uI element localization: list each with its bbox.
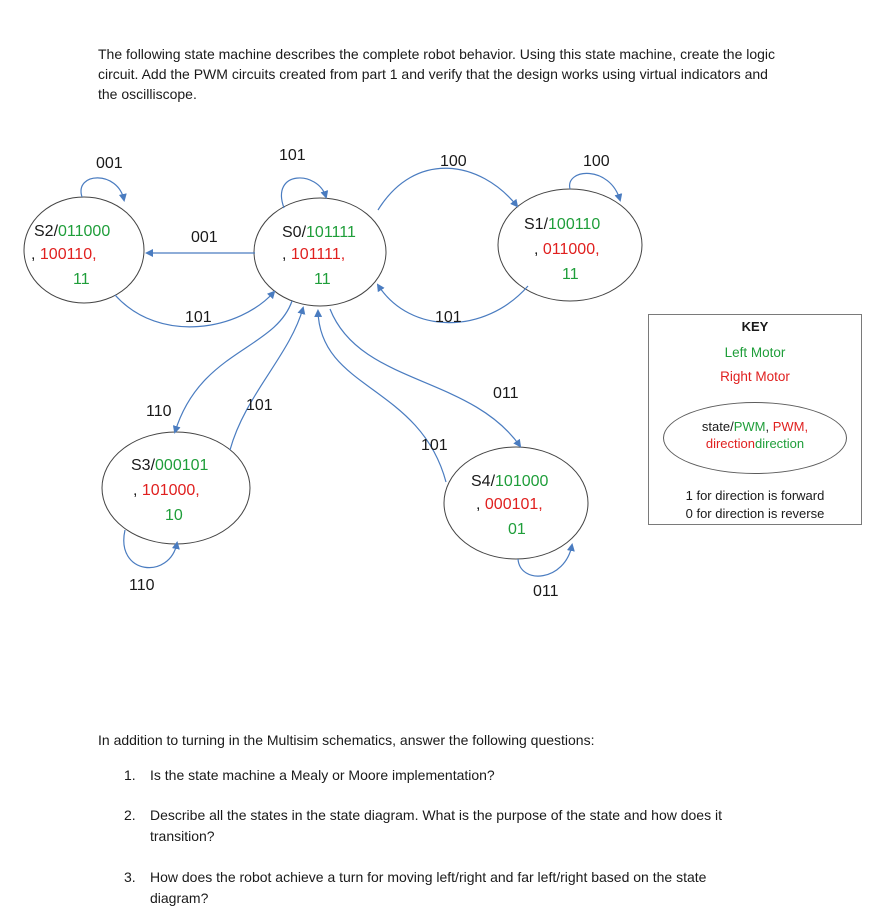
key-oval-pwm-right: PWM, [772,419,809,434]
svg-text:, 011000,: , 011000, [534,241,600,258]
key-oval-pwm-left: PWM [733,419,766,434]
question-number: 2. [124,807,136,823]
key-right-motor: Right Motor [720,369,790,384]
question-number: 1. [124,767,136,783]
svg-text:11: 11 [562,266,579,283]
svg-text:, 100110,: , 100110, [31,246,97,263]
key-oval-state: state/ [701,419,734,434]
label-s0-to-s1: 100 [440,153,467,170]
key-note-reverse: 0 for direction is reverse [685,506,825,521]
questions-intro: In addition to turning in the Multisim schematics, answer the following questions: [98,732,595,748]
label-s0-self: 101 [279,147,306,164]
label-s2-to-s0: 101 [185,309,212,326]
key-oval: state/PWM, PWM, directiondirection [663,402,847,474]
svg-text:, 101111,: , 101111, [282,246,346,263]
svg-text:S1/100110: S1/100110 [524,216,601,233]
arrow-s3-to-s0 [230,308,303,450]
label-s1-to-s0: 101 [435,309,462,326]
label-s4-self: 011 [533,583,559,600]
question-text: How does the robot achieve a turn for moving left/right and far left/right based on the state diagram? [150,869,707,906]
svg-text:S4/101000: S4/101000 [471,473,549,490]
key-box [648,314,862,525]
key-direction-note [649,487,861,523]
question-text: Is the state machine a Mealy or Moore implementation? [150,767,495,783]
label-s0-to-s4: 011 [493,385,519,402]
label-s1-self: 100 [583,153,610,170]
key-oval-dir-right: direction [755,436,805,451]
svg-text:, 000101,: , 000101, [476,496,543,513]
key-note-forward: 1 for direction is forward [685,488,825,503]
svg-text:11: 11 [73,271,90,288]
question-text: Describe all the states in the state diagram. What is the purpose of the state and how does it transition? [150,807,722,844]
svg-text:11: 11 [314,271,331,288]
question-number: 3. [124,869,136,885]
label-s2-self: 001 [96,155,123,172]
label-s3-to-s0: 101 [246,397,273,414]
svg-text:, 101000,: , 101000, [133,482,200,499]
key-title: KEY [741,319,769,334]
intro-paragraph: The following state machine describes the complete robot behavior. Using this state machine, create the logic circuit. Add the PWM circuits created from part 1 and verify that the design works using virtual indicators and the oscilliscope. [98,46,776,102]
arrow-s0-to-s1 [378,168,517,210]
label-s4-to-s0: 101 [421,437,448,454]
label-s0-to-s2: 001 [191,229,218,246]
key-left-motor: Left Motor [724,345,786,360]
arrow-s0-to-s4 [330,309,520,446]
svg-text:S3/000101: S3/000101 [131,457,209,474]
svg-text:10: 10 [165,507,183,524]
label-s3-self: 110 [129,577,155,594]
svg-text:01: 01 [508,521,526,538]
label-s0-to-s3: 110 [146,403,172,420]
key-oval-dir-left: direction [705,436,755,451]
arrow-s4-to-s0 [318,311,446,482]
svg-text:S2/011000: S2/011000 [34,223,111,240]
svg-text:S0/101111: S0/101111 [282,224,356,241]
